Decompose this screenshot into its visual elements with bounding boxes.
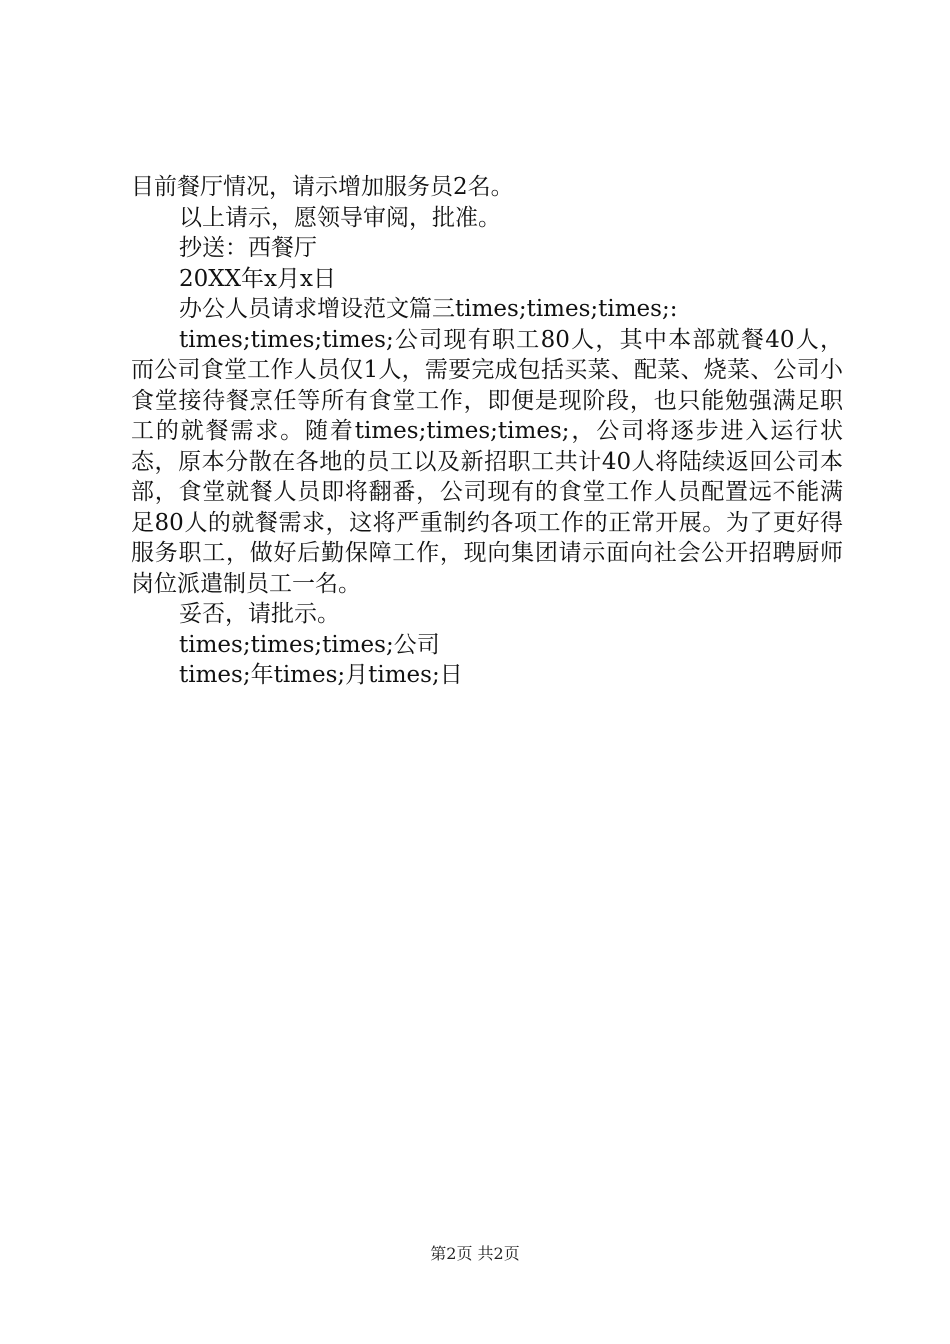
page-footer — [0, 1244, 950, 1264]
text-line-cc: 抄送：西餐厅 — [179, 235, 317, 261]
text-line-signature-date: times;年times;月times;日 — [179, 662, 463, 688]
text-line-continuation: 目前餐厅情况，请示增加服务员2名。 — [131, 174, 514, 200]
text-line-approval-request: 妥否，请批示。 — [179, 601, 340, 627]
text-line-request-summary: 以上请示，愿领导审阅，批准。 — [179, 204, 501, 231]
page-number: 第2页 共2页 — [430, 1244, 520, 1263]
main-paragraph: times;times;times;公司现有职工80人，其中本部就餐40人，而公司食堂工作人员仅1人，需要完成包括买菜、配菜、烧菜、公司小食堂接待餐烹任等所有食堂工作，即便是现阶段，也只能勉强满足职工的就餐需求。随着times;times;times;，公司将逐步进入运行状态，原本分散在各地的员工以及新招职工共计40人将陆续返回公司本部，食堂就餐人员即将翻番，公司现有的食堂工作人员配置远不能满足80人的就餐需求，这将严重制约各项工作的正常开展。为了更好得服务职工，做好后勤保障工作，现向集团请示面向社会公开招聘厨师岗位派遣制员工一名。 — [131, 326, 843, 597]
document-body — [131, 172, 843, 691]
text-line-company-signature: times;times;times;公司 — [179, 631, 440, 658]
text-line-date: 20XX年x月x日 — [179, 265, 336, 292]
section-heading: 办公人员请求增设范文篇三times;times;times;: — [179, 296, 678, 322]
